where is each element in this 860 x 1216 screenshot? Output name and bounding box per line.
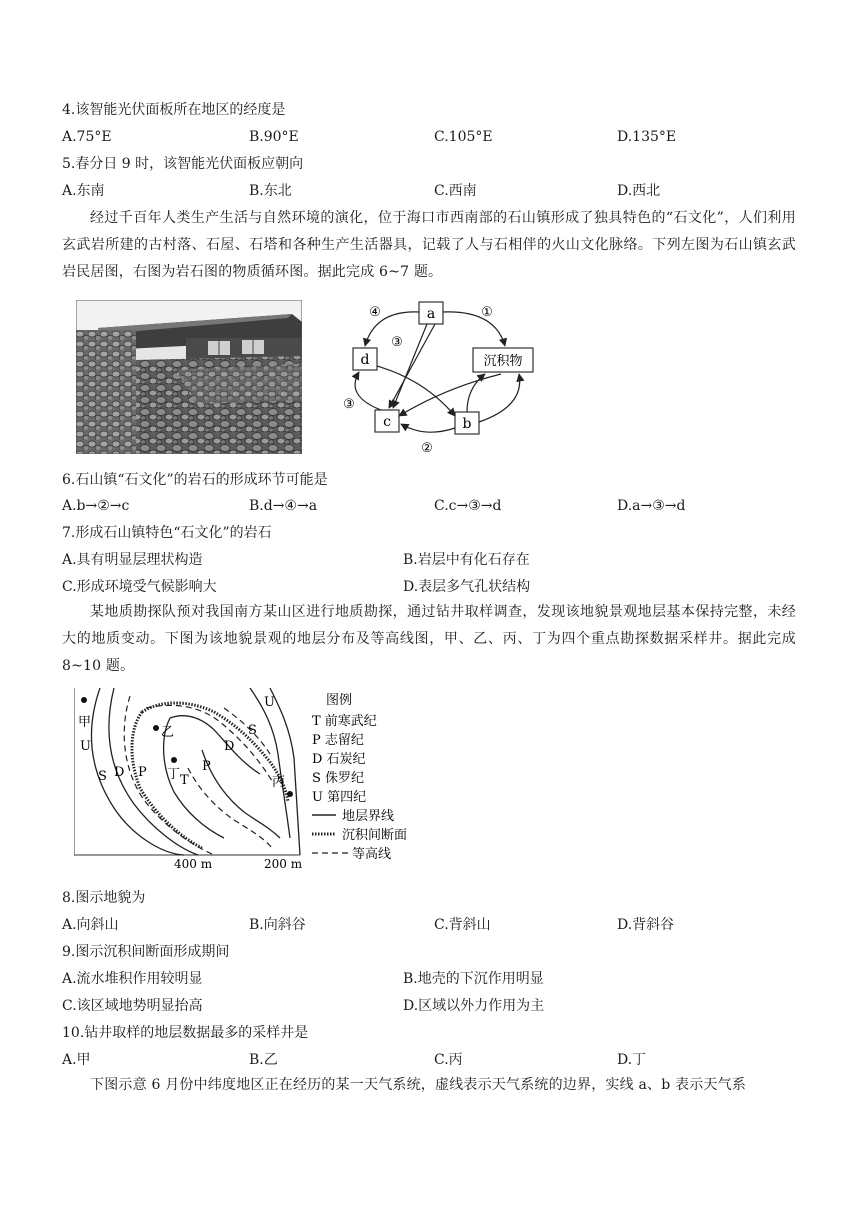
q5-option-d[interactable]: D.西北 [617,183,661,199]
q7-option-a[interactable]: A.具有明显层理状构造 [62,552,203,568]
node-b-label: b [462,416,472,432]
well-bing-label: 丙 [272,775,286,790]
q4-option-d[interactable]: D.135°E [617,129,677,145]
arrow-label-3a: ③ [391,335,403,350]
well-jia-marker [81,697,87,703]
q10-option-c[interactable]: C.丙 [434,1052,463,1068]
node-a-label: a [426,306,436,322]
arrow-label-4: ④ [369,305,381,320]
geological-map [74,688,414,868]
q8-option-d[interactable]: D.背斜谷 [617,917,675,933]
q7-option-c[interactable]: C.形成环境受气候影响大 [62,579,217,595]
arrow-label-3b: ③ [343,397,355,412]
q9-option-d[interactable]: D.区域以外力作用为主 [403,998,545,1014]
q5-option-b[interactable]: B.东北 [249,183,292,199]
legend-item-P: P 志留纪 [312,733,364,748]
q10-option-d[interactable]: D.丁 [617,1052,647,1068]
q7-option-b[interactable]: B.岩层中有化石存在 [403,552,530,568]
stratum-label-U-left: U [80,739,91,754]
q8-stem: 8.图示地貌为 [62,890,146,906]
legend-item-T: T 前寒武纪 [312,714,377,729]
q5-option-a[interactable]: A.东南 [62,183,105,199]
q6-option-d[interactable]: D.a→③→d [617,498,686,514]
stratum-label-P-right: P [202,759,211,774]
q9-option-b[interactable]: B.地壳的下沉作用明显 [403,971,544,987]
arrow-label-2: ② [421,441,433,456]
legend-item-boundary: 地层界线 [342,809,395,824]
q10-option-a[interactable]: A.甲 [62,1052,91,1068]
legend-item-S: S 侏罗纪 [312,771,365,786]
legend-title: 图例 [326,693,353,708]
q6-option-b[interactable]: B.d→④→a [249,498,318,514]
legend-item-D: D 石炭纪 [312,752,366,767]
stratum-label-T: T [180,773,189,788]
passage-6-7: 经过千百年人类生产生活与自然环境的演化，位于海口市西南部的石山镇形成了独具特色的“石文化”，人们利用玄武岩所建的古村落、石屋、石塔和各种生产生活器具，记载了人与石相伴的火山文化脉络。下列左图为石山镇玄武岩民居图，右图为岩石图的物质循环图。据此完成 6~7 题。 [62,210,796,280]
stratum-label-P-left: P [138,765,147,780]
q4-option-b[interactable]: B.90°E [249,129,299,145]
stratum-label-S-right: S [248,723,257,738]
q6-option-a[interactable]: A.b→②→c [62,498,130,514]
arrow-label-1: ① [481,305,493,320]
stratum-label-U-right: U [264,695,275,710]
q9-stem: 9.图示沉积间断面形成期间 [62,944,230,960]
q4-stem: 4.该智能光伏面板所在地区的经度是 [62,102,286,118]
legend-item-unconformity: 沉积间断面 [342,828,408,843]
q7-stem: 7.形成石山镇特色“石文化”的岩石 [62,525,272,541]
q9-option-a[interactable]: A.流水堆积作用较明显 [62,971,203,987]
well-yi-marker [153,725,159,731]
q8-option-a[interactable]: A.向斜山 [62,917,119,933]
q7-option-d[interactable]: D.表层多气孔状结构 [403,579,531,595]
node-c-label: c [383,414,391,430]
stratum-label-D-left: D [114,765,125,780]
q6-option-c[interactable]: C.c→③→d [434,498,502,514]
q6-stem: 6.石山镇“石文化”的岩石的形成环节可能是 [62,472,328,488]
q9-option-c[interactable]: C.该区域地势明显抬高 [62,998,203,1014]
q4-option-a[interactable]: A.75°E [62,129,112,145]
legend-item-contour: 等高线 [352,847,392,862]
well-bing-marker [287,791,293,797]
q5-option-c[interactable]: C.西南 [434,183,477,199]
legend-item-U: U 第四纪 [312,790,367,805]
rock-cycle-diagram [335,296,545,458]
well-ding-label: 丁 [167,767,181,782]
stratum-label-D-right: D [224,739,235,754]
node-sediment-label: 沉积物 [483,354,523,369]
q10-stem: 10.钻井取样的地层数据最多的采样井是 [62,1025,309,1041]
q5-stem: 5.春分日 9 时，该智能光伏面板应朝向 [62,156,304,172]
q4-option-c[interactable]: C.105°E [434,129,493,145]
q10-option-b[interactable]: B.乙 [249,1052,278,1068]
passage-next: 下图示意 6 月份中纬度地区正在经历的某一天气系统，虚线表示天气系统的边界，实线 a、b 表示天气系 [90,1077,747,1093]
stratum-label-S-left: S [98,769,107,784]
contour-label-200: 200 m [264,857,303,868]
passage-8-10: 某地质勘探队预对我国南方某山区进行地质勘探，通过钻井取样调查，发现该地貌景观地层基本保持完整，未经大的地质变动。下图为该地貌景观的地层分布及等高线图，甲、乙、丙、丁为四个重点勘探数据采样井。据此完成 8~10 题。 [62,604,796,674]
well-ding-marker [171,757,177,763]
well-jia-label: 甲 [78,715,92,730]
q8-option-b[interactable]: B.向斜谷 [249,917,306,933]
q8-option-c[interactable]: C.背斜山 [434,917,491,933]
well-yi-label: 乙 [161,725,175,740]
basalt-house-photo [76,300,302,454]
node-d-label: d [360,352,370,368]
contour-label-400: 400 m [174,857,213,868]
